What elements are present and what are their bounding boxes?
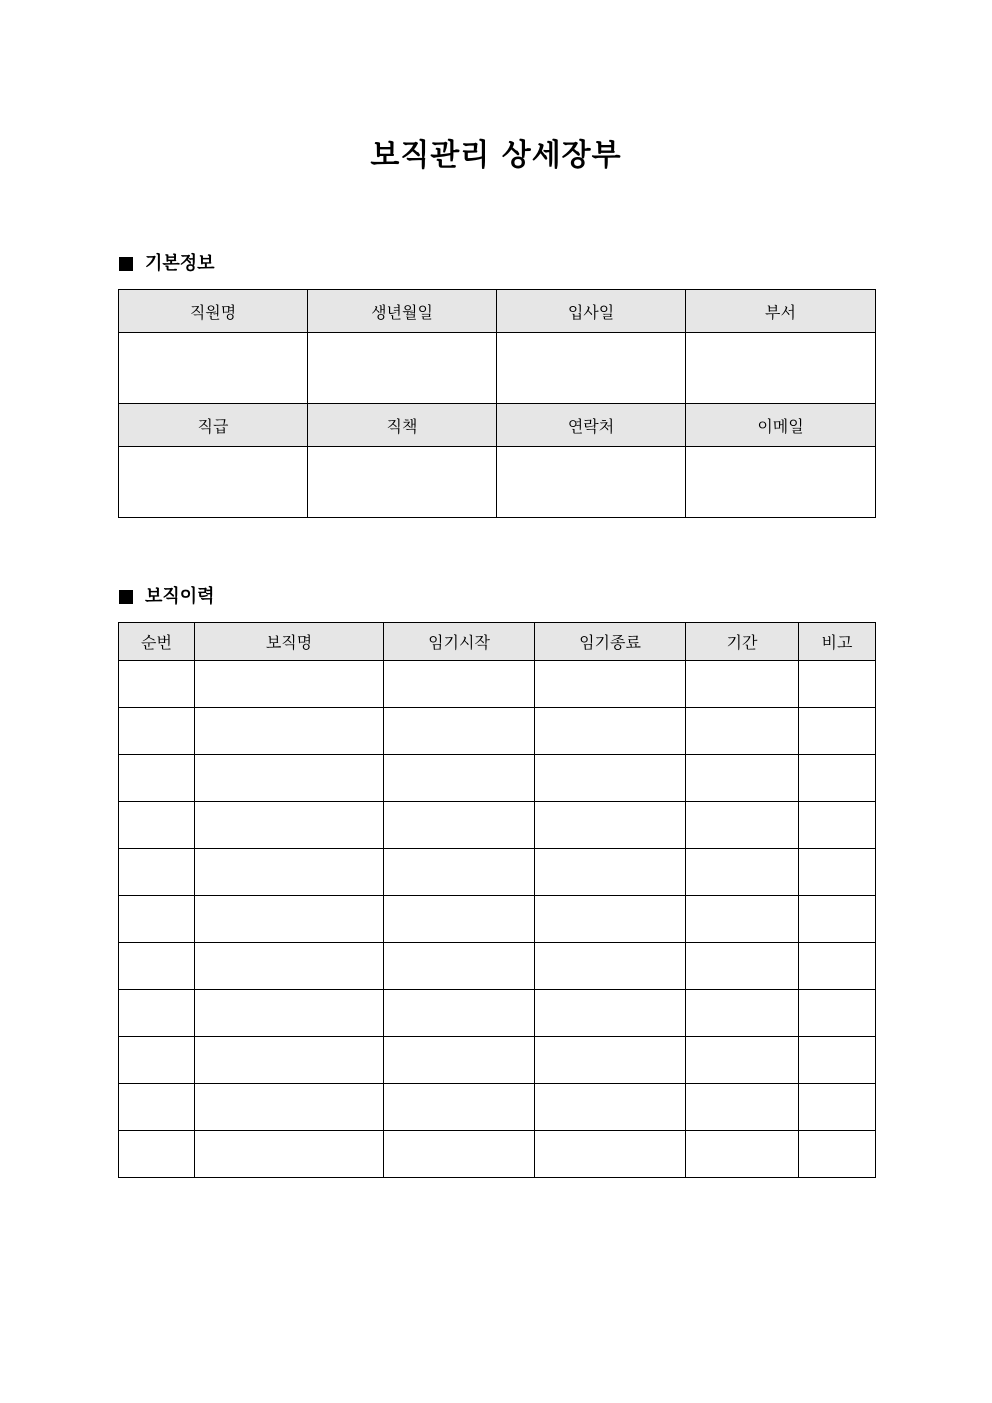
position-history-table [118,622,876,1178]
header-duration: 기간 [686,623,799,661]
term-end-cell[interactable] [535,896,686,943]
position-name-cell[interactable] [195,896,384,943]
header-position: 직책 [308,404,497,447]
remarks-cell[interactable] [799,661,876,708]
basic-info-header-row-2 [119,404,876,447]
duration-cell[interactable] [686,708,799,755]
term-start-cell[interactable] [384,708,535,755]
term-start-cell[interactable] [384,1131,535,1178]
employee-name-cell[interactable] [119,333,308,404]
remarks-cell[interactable] [799,943,876,990]
history-header-row [119,623,876,661]
seq-cell[interactable] [119,1084,195,1131]
remarks-cell[interactable] [799,708,876,755]
duration-cell[interactable] [686,849,799,896]
position-name-cell[interactable] [195,943,384,990]
square-bullet-icon [119,590,133,604]
table-row [119,661,876,708]
duration-cell[interactable] [686,802,799,849]
position-name-cell[interactable] [195,1084,384,1131]
basic-info-value-row-2 [119,447,876,518]
term-start-cell[interactable] [384,896,535,943]
remarks-cell[interactable] [799,755,876,802]
table-row [119,1037,876,1084]
basic-info-heading-label: 기본정보 [145,253,215,274]
header-rank: 직급 [119,404,308,447]
table-row [119,755,876,802]
term-end-cell[interactable] [535,849,686,896]
remarks-cell[interactable] [799,1131,876,1178]
position-name-cell[interactable] [195,755,384,802]
header-email: 이메일 [686,404,876,447]
remarks-cell[interactable] [799,896,876,943]
header-term-end: 임기종료 [535,623,686,661]
duration-cell[interactable] [686,943,799,990]
term-start-cell[interactable] [384,990,535,1037]
seq-cell[interactable] [119,708,195,755]
position-cell[interactable] [308,447,497,518]
seq-cell[interactable] [119,802,195,849]
header-department: 부서 [686,290,876,333]
position-name-cell[interactable] [195,708,384,755]
remarks-cell[interactable] [799,849,876,896]
term-start-cell[interactable] [384,661,535,708]
basic-info-value-row-1 [119,333,876,404]
duration-cell[interactable] [686,990,799,1037]
seq-cell[interactable] [119,849,195,896]
term-start-cell[interactable] [384,1084,535,1131]
term-end-cell[interactable] [535,1037,686,1084]
position-history-heading [119,585,215,609]
duration-cell[interactable] [686,755,799,802]
position-name-cell[interactable] [195,1037,384,1084]
table-row [119,802,876,849]
remarks-cell[interactable] [799,990,876,1037]
table-row [119,708,876,755]
term-start-cell[interactable] [384,849,535,896]
position-name-cell[interactable] [195,1131,384,1178]
term-end-cell[interactable] [535,943,686,990]
duration-cell[interactable] [686,1037,799,1084]
term-end-cell[interactable] [535,755,686,802]
seq-cell[interactable] [119,1131,195,1178]
seq-cell[interactable] [119,755,195,802]
term-start-cell[interactable] [384,802,535,849]
table-row [119,990,876,1037]
term-end-cell[interactable] [535,1084,686,1131]
header-birth-date: 생년월일 [308,290,497,333]
term-end-cell[interactable] [535,661,686,708]
header-employee-name: 직원명 [119,290,308,333]
term-start-cell[interactable] [384,1037,535,1084]
square-bullet-icon [119,257,133,271]
seq-cell[interactable] [119,943,195,990]
term-start-cell[interactable] [384,755,535,802]
table-row [119,896,876,943]
email-cell[interactable] [686,447,876,518]
term-end-cell[interactable] [535,708,686,755]
duration-cell[interactable] [686,1084,799,1131]
header-seq: 순번 [119,623,195,661]
duration-cell[interactable] [686,896,799,943]
header-remarks: 비고 [799,623,876,661]
position-name-cell[interactable] [195,661,384,708]
remarks-cell[interactable] [799,802,876,849]
duration-cell[interactable] [686,1131,799,1178]
table-row [119,1084,876,1131]
rank-cell[interactable] [119,447,308,518]
seq-cell[interactable] [119,990,195,1037]
term-end-cell[interactable] [535,802,686,849]
basic-info-table [118,289,876,518]
table-row [119,849,876,896]
table-row [119,1131,876,1178]
header-hire-date: 입사일 [497,290,686,333]
remarks-cell[interactable] [799,1084,876,1131]
table-row [119,943,876,990]
term-start-cell[interactable] [384,943,535,990]
contact-cell[interactable] [497,447,686,518]
seq-cell[interactable] [119,661,195,708]
basic-info-header-row-1 [119,290,876,333]
remarks-cell[interactable] [799,1037,876,1084]
department-cell[interactable] [686,333,876,404]
position-name-cell[interactable] [195,990,384,1037]
duration-cell[interactable] [686,661,799,708]
page-title: 보직관리 상세장부 [370,138,622,173]
position-history-heading-label: 보직이력 [145,586,215,607]
seq-cell[interactable] [119,1037,195,1084]
basic-info-heading [119,252,215,276]
header-contact: 연락처 [497,404,686,447]
position-name-cell[interactable] [195,849,384,896]
position-name-cell[interactable] [195,802,384,849]
term-end-cell[interactable] [535,990,686,1037]
term-end-cell[interactable] [535,1131,686,1178]
seq-cell[interactable] [119,896,195,943]
header-term-start: 임기시작 [384,623,535,661]
birth-date-cell[interactable] [308,333,497,404]
hire-date-cell[interactable] [497,333,686,404]
header-position-name: 보직명 [195,623,384,661]
